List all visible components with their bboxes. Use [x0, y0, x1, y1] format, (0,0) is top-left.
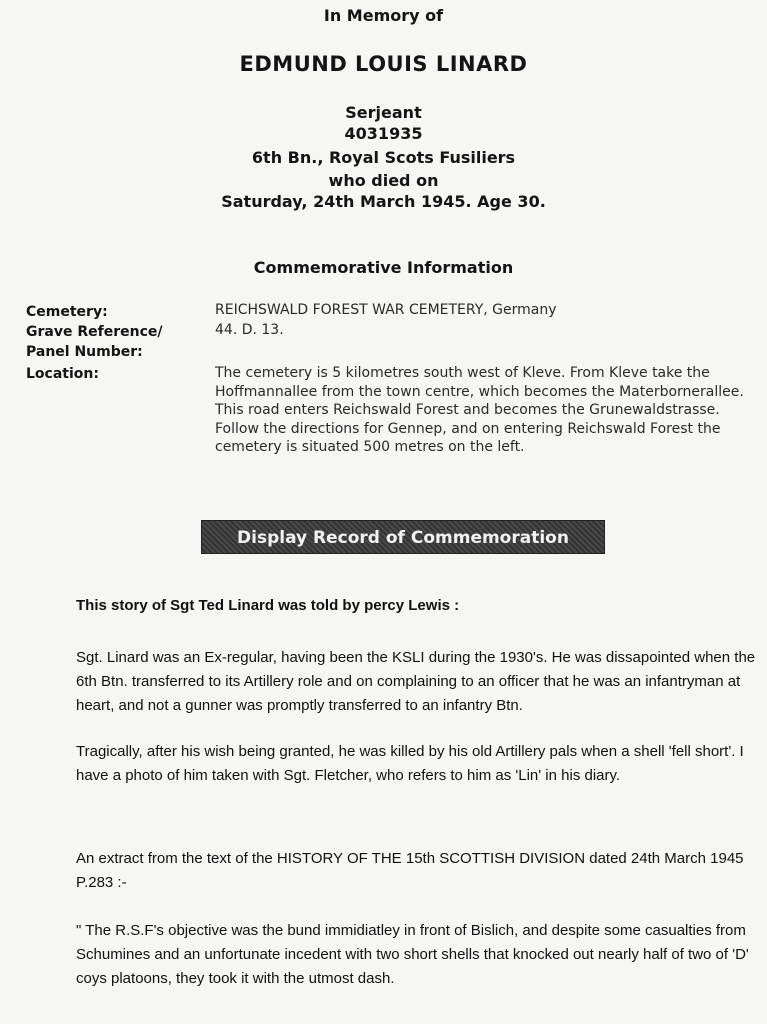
display-record-button[interactable]: Display Record of Commemoration [201, 520, 605, 554]
in-memory-heading: In Memory of [323, 6, 444, 25]
story-heading: This story of Sgt Ted Linard was told by percy Lewis : [76, 597, 460, 614]
death-date-age: Saturday, 24th March 1945. Age 30. [221, 192, 546, 211]
story-paragraph-2: Tragically, after his wish being granted, he was killed by his old Artillery pals when a shell 'fell short'. I have a photo of him taken with Sgt. Fletcher, who refers to him as 'Lin' in his diary. [76, 743, 744, 784]
soldier-unit: 6th Bn., Royal Scots Fusiliers [251, 148, 516, 167]
commemorative-heading: Commemorative Information [253, 258, 514, 277]
panel-number-label: Panel Number: [26, 344, 143, 360]
extract-intro: An extract from the text of the HISTORY OF THE 15th SCOTTISH DIVISION dated 24th March 1945 P.283 :- [76, 850, 744, 891]
who-died-text: who died on [328, 171, 439, 190]
history-quote: " The R.S.F's objective was the bund immidiatley in front of Bislich, and despite some casualties from Schumines and an unfortunate incedent with two short shells that knocked out nearly half of two of 'D' coys platoons, they took it with the utmost dash. [76, 922, 749, 987]
cemetery-label: Cemetery: [26, 304, 108, 320]
story-paragraph-1: Sgt. Linard was an Ex-regular, having been the KSLI during the 1930's. He was dissapointed when the 6th Btn. transferred to its Artillery role and on complaining to an officer that he was an infantryman at heart, and not a gunner was promptly transferred to an infantry Btn. [76, 649, 756, 714]
soldier-rank: Serjeant [345, 103, 422, 122]
soldier-name: EDMUND LOUIS LINARD [239, 52, 528, 76]
location-label: Location: [26, 366, 99, 382]
grave-reference-value: 44. D. 13. [215, 322, 284, 338]
grave-reference-label: Grave Reference/ [26, 324, 163, 340]
service-number: 4031935 [344, 124, 423, 143]
cemetery-value: REICHSWALD FOREST WAR CEMETERY, Germany [215, 302, 557, 318]
location-value: The cemetery is 5 kilometres south west of Kleve. From Kleve take the Hoffmannallee from the town centre, which becomes the Materbornerallee. This road enters Reichswald Forest and becomes the Grunewaldstrasse. Follow the directions for Gennep, and on entering Reichswald Forest the cemetery is situated 500 metres on the left. [215, 365, 744, 455]
